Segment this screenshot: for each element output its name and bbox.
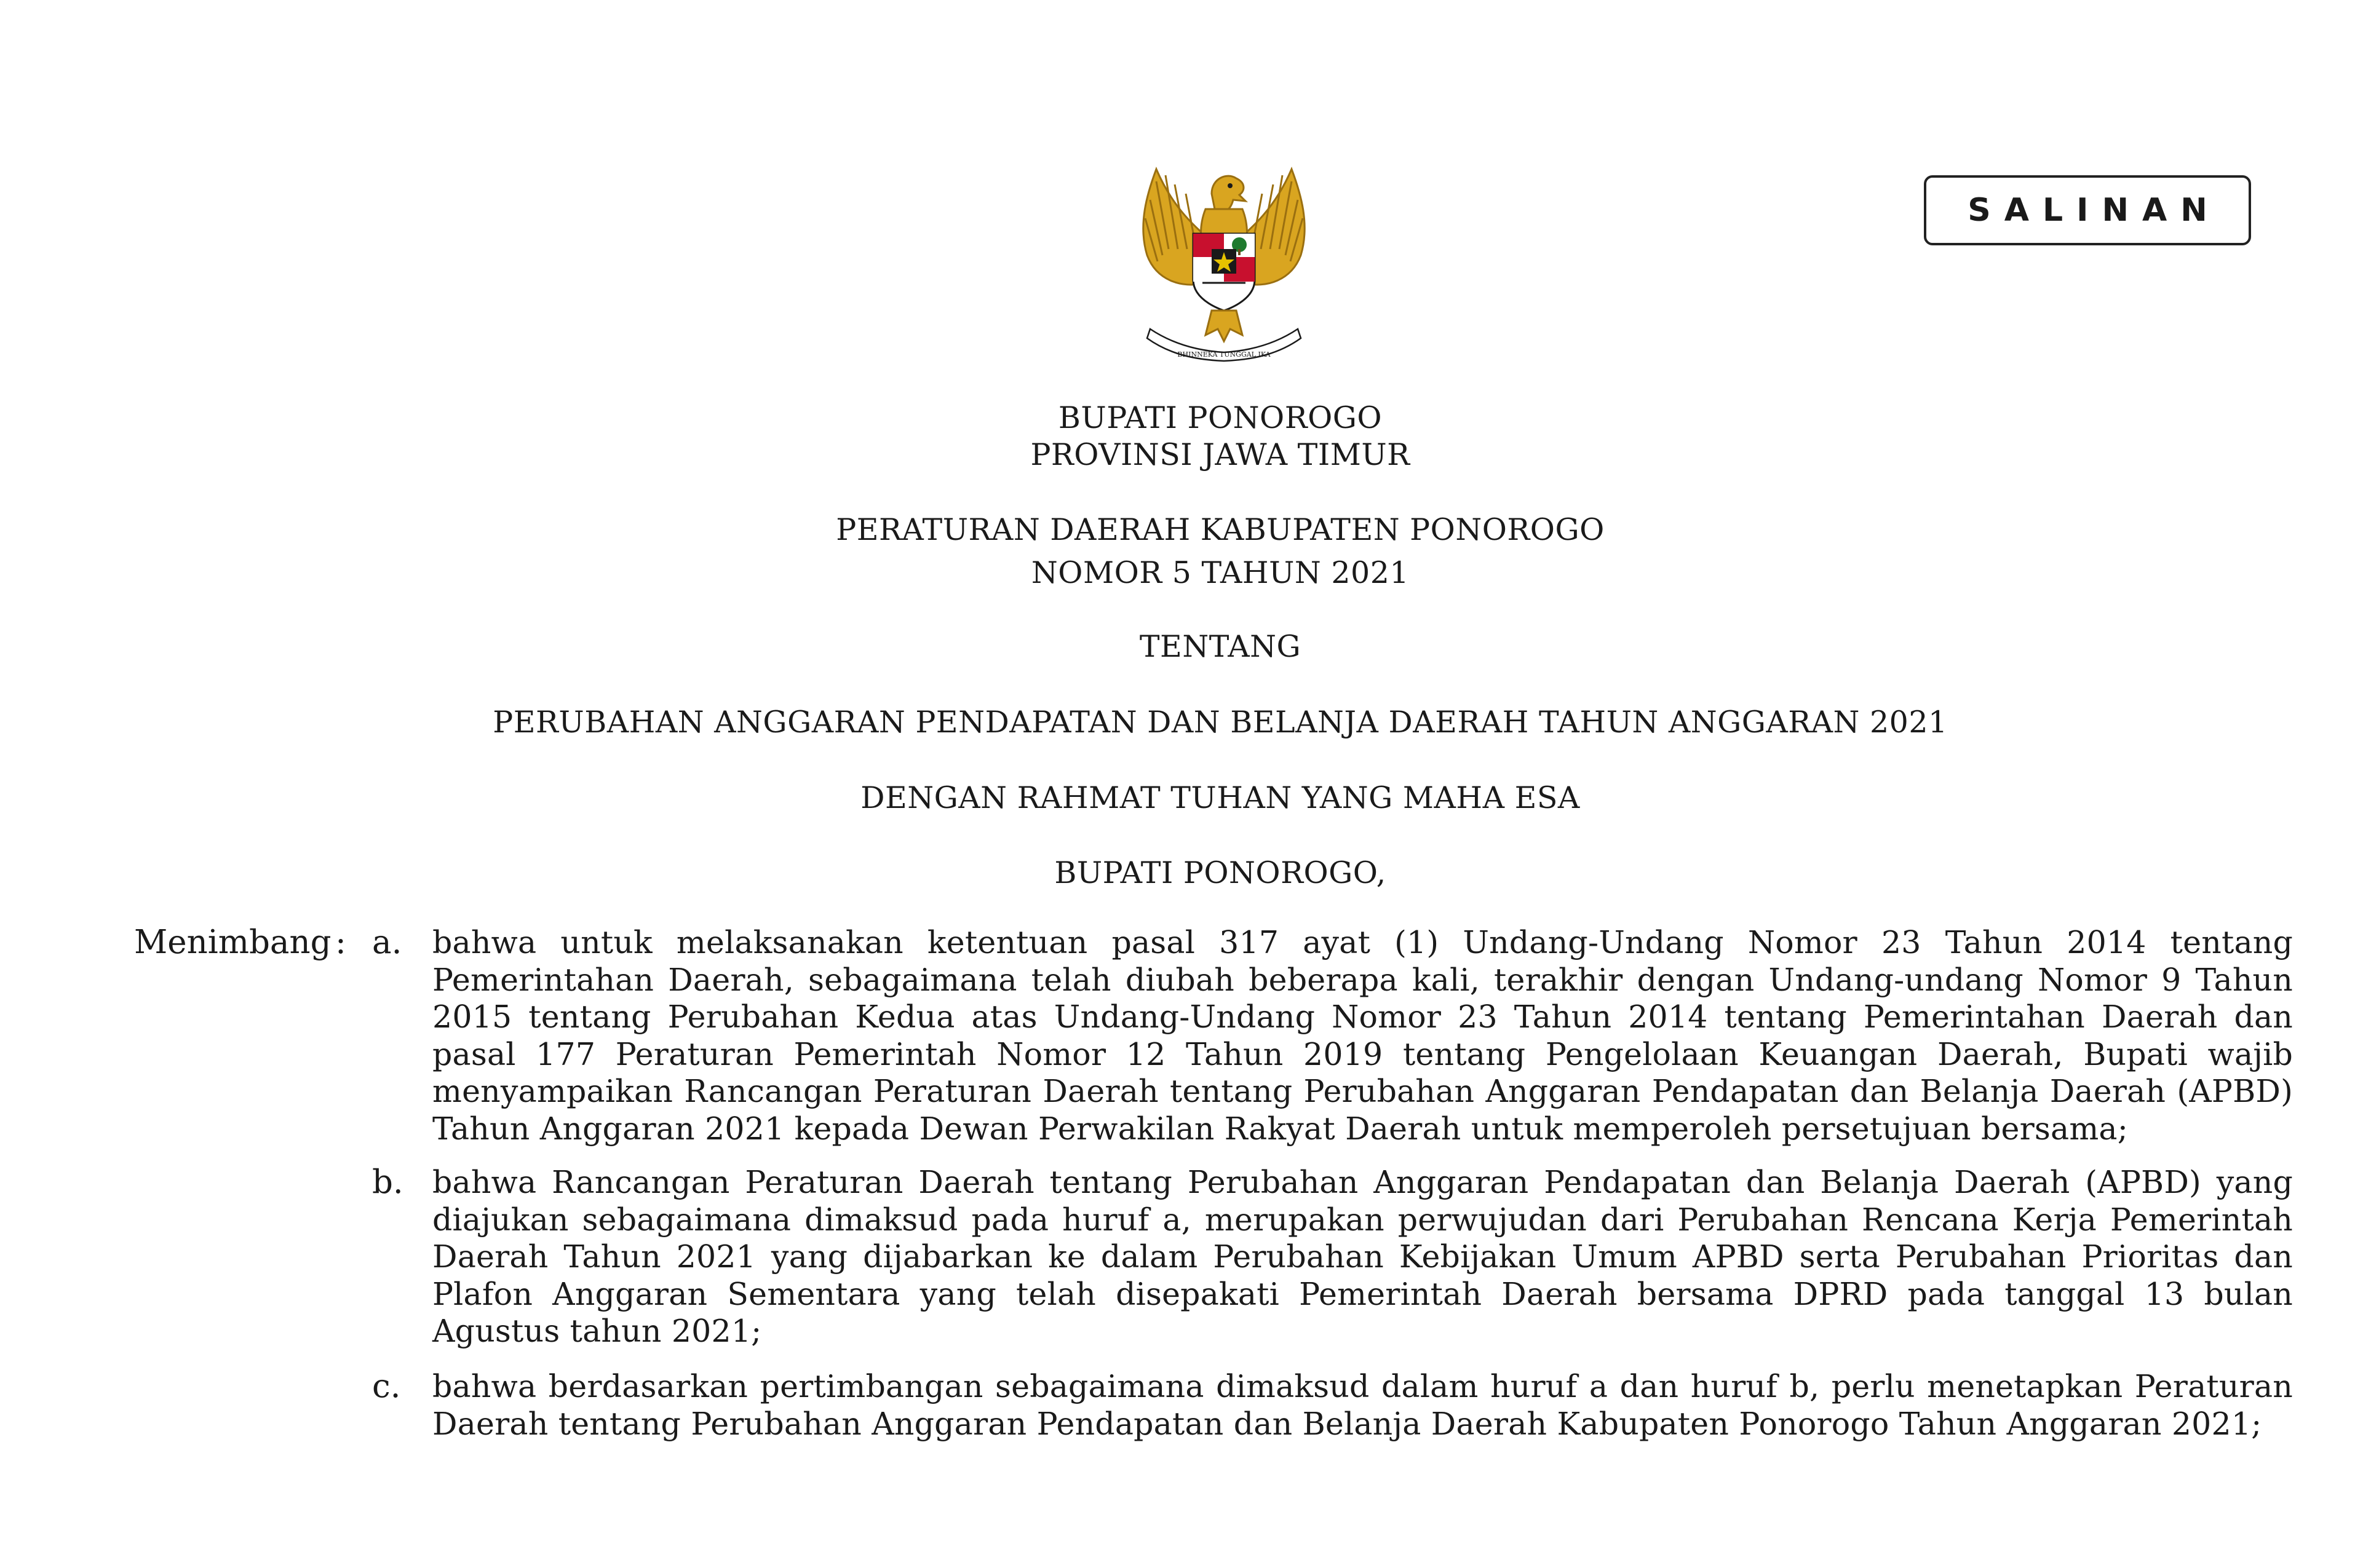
item-letter-c: c. xyxy=(372,1368,401,1405)
official-title: BUPATI PONOROGO xyxy=(1058,400,1383,435)
salinan-stamp: SALINAN xyxy=(1924,175,2251,245)
consideration-item-b: bahwa Rancangan Peraturan Daerah tentang Perubahan Anggaran Pendapatan dan Belanja Daerah (APBD) yang diajukan sebagaimana dimaksud pada huruf a, merupakan perwujudan dari Perubahan Rencana Kerja Pemerintah Daerah Tahun 2021 yang dijabarkan ke dalam Perubahan Kebijakan Umum APBD serta Perubahan Prioritas dan Plafon Anggaran Sementara yang telah disepakati Pemerintah Daerah bersama DPRD pada tanggal 13 bulan Agustus tahun 2021; xyxy=(432,1164,2293,1349)
consideration-item-a: bahwa untuk melaksanakan ketentuan pasal 317 ayat (1) Undang-Undang Nomor 23 Tahun 2014 tentang Pemerintahan Daerah, sebagaimana telah diubah beberapa kali, terakhir dengan Undang-undang Nomor 9 Tahun 2015 tentang Perubahan Kedua atas Undang-Undang Nomor 23 Tahun 2014 tentang Pemerintahan Daerah dan pasal 177 Peraturan Pemerintah Nomor 12 Tahun 2019 tentang Pengelolaan Keuangan Daerah, Bupati wajib menyampaikan Rancangan Peraturan Daerah tentang Perubahan Anggaran Pendapatan dan Belanja Daerah (APBD) Tahun Anggaran 2021 kepada Dewan Perwakilan Rakyat Daerah untuk memperoleh persetujuan bersama; xyxy=(432,924,2293,1147)
considerations-colon: : xyxy=(335,924,346,961)
official-salutation: BUPATI PONOROGO, xyxy=(1054,855,1386,890)
blessing-line: DENGAN RAHMAT TUHAN YANG MAHA ESA xyxy=(860,780,1580,815)
consideration-item-c: bahwa berdasarkan pertimbangan sebagaimana dimaksud dalam huruf a dan huruf b, perlu menetapkan Peraturan Daerah tentang Perubahan Anggaran Pendapatan dan Belanja Daerah Kabupaten Ponorogo Tahun Anggaran 2021; xyxy=(432,1368,2293,1442)
item-letter-a: a. xyxy=(372,924,402,961)
about-heading: TENTANG xyxy=(1139,629,1301,664)
svg-text:BHINNEKA TUNGGAL IKA: BHINNEKA TUNGGAL IKA xyxy=(1177,350,1271,358)
garuda-emblem-icon xyxy=(1113,157,1335,366)
regulation-title: PERATURAN DAERAH KABUPATEN PONOROGO xyxy=(836,512,1605,547)
province-title: PROVINSI JAWA TIMUR xyxy=(1030,437,1410,472)
regulation-number: NOMOR 5 TAHUN 2021 xyxy=(1031,555,1410,590)
item-letter-b: b. xyxy=(372,1163,403,1201)
shield-icon xyxy=(1193,234,1255,311)
considerations-label: Menimbang xyxy=(134,924,332,961)
subject-heading: PERUBAHAN ANGGARAN PENDAPATAN DAN BELANJA DAERAH TAHUN ANGGARAN 2021 xyxy=(493,705,1948,740)
